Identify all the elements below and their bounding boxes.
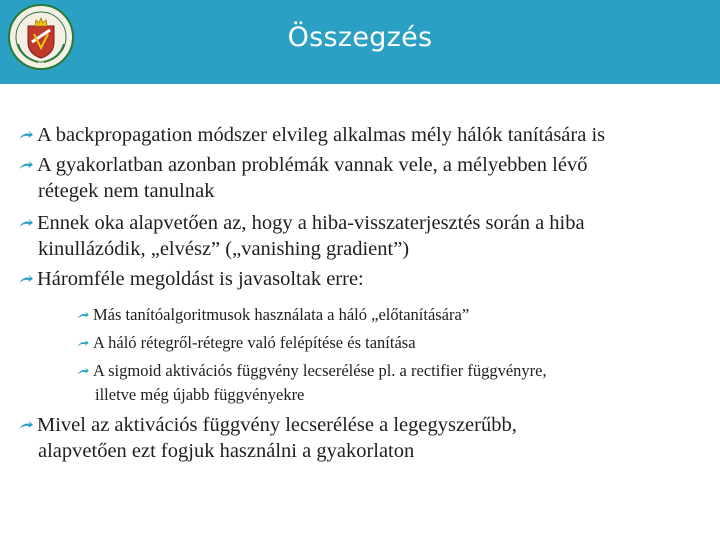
- bullet-1-text: A backpropagation módszer elvileg alkalmas mély hálók tanítására is: [37, 124, 606, 146]
- arrow-bullet-icon: [76, 311, 90, 321]
- bullet-5-continuation: alapvetően ezt fogjuk használni a gyakorlaton: [38, 440, 415, 462]
- subbullet-3: [76, 361, 547, 381]
- page-title: Összegzés: [287, 22, 433, 53]
- bullet-3-text: Ennek oka alapvetően az, hogy a hiba-visszaterjesztés során a hiba: [37, 212, 585, 234]
- arrow-bullet-icon: [18, 274, 34, 286]
- bullet-4-text: Háromféle megoldást is javasoltak erre:: [37, 268, 364, 290]
- bullet-2-text: A gyakorlatban azonban problémák vannak vele, a mélyebben lévő: [37, 154, 588, 176]
- subbullet-3-text: A sigmoid aktivációs függvény lecserélése pl. a rectifier függvényre,: [93, 361, 547, 380]
- subbullet-2: [76, 333, 416, 353]
- bullet-1: [18, 124, 605, 147]
- bullet-2: [18, 154, 587, 177]
- bullet-5: [18, 414, 517, 437]
- arrow-bullet-icon: [76, 367, 90, 377]
- subbullet-3-continuation: illetve még újabb függvényekre: [95, 385, 305, 404]
- bullet-3-continuation: kinullázódik, „elvész” („vanishing gradient”): [38, 238, 410, 260]
- subbullet-1: [76, 305, 469, 325]
- arrow-bullet-icon: [18, 218, 34, 230]
- arrow-bullet-icon: [18, 160, 34, 172]
- bullet-3: [18, 212, 585, 235]
- arrow-bullet-icon: [76, 339, 90, 349]
- arrow-bullet-icon: [18, 130, 34, 142]
- bullet-5-text: Mivel az aktivációs függvény lecserélése a legegyszerűbb,: [37, 414, 517, 436]
- subbullet-1-text: Más tanítóalgoritmusok használata a háló „előtanítására”: [93, 305, 470, 324]
- subbullet-2-text: A háló rétegről-rétegre való felépítése és tanítása: [93, 333, 416, 352]
- arrow-bullet-icon: [18, 420, 34, 432]
- bullet-4: [18, 268, 364, 291]
- bullet-2-continuation: rétegek nem tanulnak: [38, 180, 215, 202]
